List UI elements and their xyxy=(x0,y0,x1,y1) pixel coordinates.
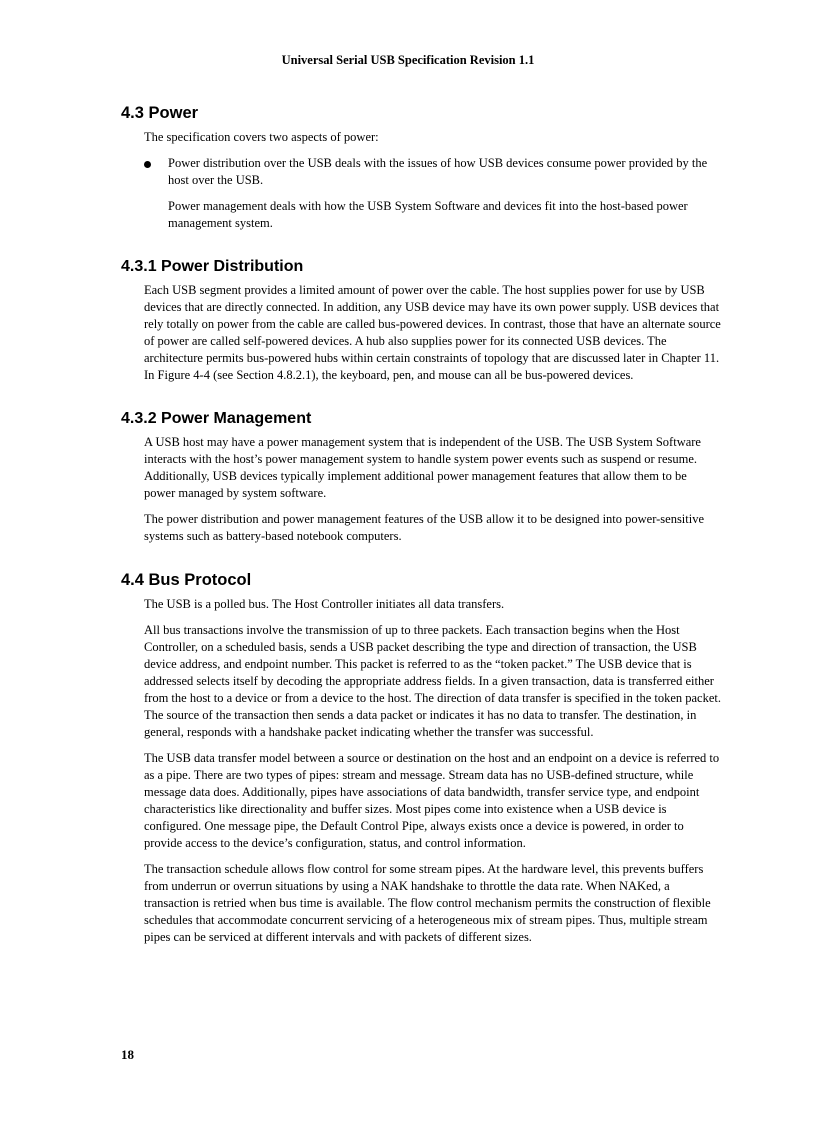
paragraph: The USB is a polled bus. The Host Controller initiates all data transfers. xyxy=(144,597,505,611)
section-4-3-2 xyxy=(121,410,721,545)
section-4-3-1 xyxy=(121,258,721,384)
section-4-3 xyxy=(121,104,721,232)
bullet-item xyxy=(144,155,721,189)
section-body xyxy=(144,596,721,946)
section-body xyxy=(144,434,721,545)
section-body xyxy=(144,129,721,232)
paragraph: A USB host may have a power management system that is independent of the USB. The USB System Software interacts with the host’s power management system to handle system power events such as suspend or resume. Additionally, USB devices typically implement additional power management features that allow them to be power managed by system software. xyxy=(144,435,701,500)
subsection-heading: 4.3.2 Power Management xyxy=(121,410,312,427)
paragraph: Power management deals with how the USB System Software and devices fit into the host-based power management system. xyxy=(168,199,688,230)
page-number: 18 xyxy=(121,1047,134,1062)
paragraph: The power distribution and power management features of the USB allow it to be designed into power-sensitive systems such as battery-based notebook computers. xyxy=(144,512,705,543)
bullet-text: Power distribution over the USB deals with the issues of how USB devices consume power provided by the host over the USB. xyxy=(168,156,708,187)
section-body xyxy=(144,282,721,384)
paragraph: The specification covers two aspects of power: xyxy=(144,130,379,144)
bullet-icon xyxy=(144,161,151,168)
subsection-heading: 4.3.1 Power Distribution xyxy=(121,258,304,275)
paragraph: All bus transactions involve the transmission of up to three packets. Each transaction begins when the Host Controller, on a scheduled basis, sends a USB packet describing the type and direction of transaction, the USB device address, and endpoint number. This packet is referred to as the “token packet.” The USB device that is addressed selects itself by decoding the appropriate address fields. In a given transaction, data is transferred either from the host to a device or from a device to the host. The direction of data transfer is specified in the token packet. The source of the transaction then sends a data packet or indicates it has no data to transfer. The destination, in general, responds with a handshake packet indicating whether the transfer was successful. xyxy=(144,623,722,739)
section-4-4 xyxy=(121,571,721,946)
paragraph: The transaction schedule allows flow control for some stream pipes. At the hardware level, this prevents buffers from underrun or overrun situations by using a NAK handshake to throttle the data rate. When NAKed, a transaction is retried when bus time is available. The flow control mechanism permits the construction of flexible schedules that accommodate concurrent servicing of a heterogeneous mix of stream pipes. Thus, multiple stream pipes can be serviced at different intervals and with packets of different sizes. xyxy=(144,862,711,944)
running-header: Universal Serial USB Specification Revision 1.1 xyxy=(281,53,535,67)
paragraph: Each USB segment provides a limited amount of power over the cable. The host supplies power for use by USB devices that are directly connected. In addition, any USB device may have its own power supply. USB devices that rely totally on power from the cable are called bus-powered devices. In contrast, those that have an alternate source of power are called self-powered devices. A hub also supplies power for its connected USB devices. The architecture permits bus-powered hubs within certain constraints of topology that are discussed later in Chapter 11. In Figure 4-4 (see Section 4.8.2.1), the keyboard, pen, and mouse can all be bus-powered devices. xyxy=(144,283,721,382)
page-content xyxy=(121,100,721,955)
section-heading: 4.4 Bus Protocol xyxy=(121,571,252,589)
paragraph: The USB data transfer model between a source or destination on the host and an endpoint on a device is referred to as a pipe. There are two types of pipes: stream and message. Stream data has no USB-defined structure, while message data does. Additionally, pipes have associations of data bandwidth, transfer service type, and endpoint characteristics like directionality and buffer sizes. Most pipes come into existence when a USB device is configured. One message pipe, the Default Control Pipe, always exists once a device is powered, in order to provide access to the device’s configuration, status, and control information. xyxy=(144,751,720,850)
section-heading: 4.3 Power xyxy=(121,104,199,122)
